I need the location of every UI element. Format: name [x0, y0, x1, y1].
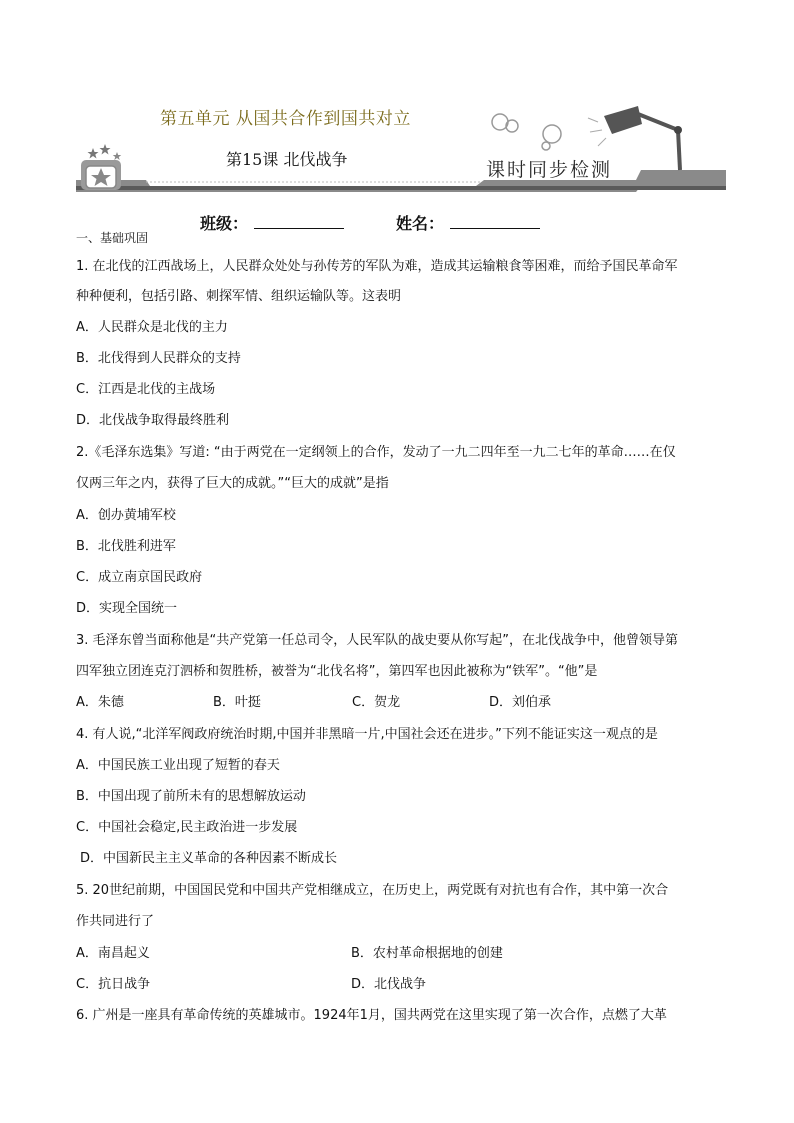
- question-stem: 6. 广州是一座具有革命传统的英雄城市。1924年1月，国共两党在这里实现了第一次合作，点燃了大革: [76, 1008, 667, 1023]
- option-d[interactable]: D．中国新民主主义革命的各种因素不断成长: [80, 851, 338, 866]
- option-b[interactable]: B．中国出现了前所未有的思想解放运动: [76, 789, 306, 804]
- option-row: [76, 946, 716, 962]
- banner-tag: 课时同步检测: [486, 159, 613, 181]
- section-title: 一、基础巩固: [76, 231, 149, 245]
- star-badge-icon: [81, 144, 121, 190]
- question-stem: 1. 在北伐的江西战场上，人民群众处处与孙传芳的军队为难，造成其运输粮食等困难，而给予国民革命军: [76, 259, 678, 274]
- option-a[interactable]: A．中国民族工业出现了短暂的春天: [76, 758, 280, 773]
- option-c[interactable]: C．中国社会稳定,民主政治进一步发展: [76, 820, 298, 835]
- lesson-title: 第15课 北伐战争: [226, 150, 348, 169]
- question-stem: 2.《毛泽东选集》写道: “由于两党在一定纲领上的合作，发动了一九二四年至一九二七年的革命……在仅: [76, 445, 676, 460]
- question-stem: 仅两三年之内，获得了巨大的成就。”“巨大的成就”是指: [76, 476, 389, 491]
- option-d[interactable]: D．北伐战争: [351, 977, 427, 992]
- question-stem: 四军独立团连克汀泗桥和贺胜桥，被誉为“北伐名将”，第四军也因此被称为“铁军”。“他”是: [76, 664, 598, 679]
- option-c[interactable]: C．成立南京国民政府: [76, 570, 203, 585]
- name-blank[interactable]: [450, 214, 540, 229]
- question-stem: 4. 有人说,“北洋军阀政府统治时期,中国并非黑暗一片,中国社会还在进步。”下列不能证实这一观点的是: [76, 727, 658, 742]
- option-row: [76, 977, 716, 993]
- option-a[interactable]: A．创办黄埔军校: [76, 508, 176, 523]
- question-stem: 5. 20世纪前期，中国国民党和中国共产党相继成立，在历史上，两党既有对抗也有合作，其中第一次合: [76, 883, 669, 898]
- option-c[interactable]: C．江西是北伐的主战场: [76, 382, 216, 397]
- question-stem: 作共同进行了: [76, 914, 155, 929]
- option-b[interactable]: B．叶挺: [213, 695, 261, 710]
- question-stem: 种种便利，包括引路、刺探军情、组织运输队等。这表明: [76, 289, 402, 304]
- option-b[interactable]: B．北伐胜利进军: [76, 539, 176, 554]
- class-label: 班级：: [200, 214, 249, 233]
- question-stem: 3. 毛泽东曾当面称他是“共产党第一任总司令，人民军队的战史要从你写起”，在北伐战争中，他曾领导第: [76, 633, 679, 648]
- option-a[interactable]: A．人民群众是北伐的主力: [76, 320, 228, 335]
- option-d[interactable]: D．实现全国统一: [76, 601, 178, 616]
- unit-title: 第五单元 从国共合作到国共对立: [160, 109, 411, 129]
- name-label: 姓名：: [396, 214, 445, 233]
- option-d[interactable]: D．北伐战争取得最终胜利: [76, 413, 230, 428]
- class-blank[interactable]: [254, 214, 344, 229]
- class-field: [200, 211, 344, 234]
- name-field: [396, 211, 540, 234]
- bubbles-icon: [492, 114, 561, 150]
- option-b[interactable]: B．北伐得到人民群众的支持: [76, 351, 241, 366]
- option-a[interactable]: A．朱德: [76, 695, 124, 710]
- option-d[interactable]: D．刘伯承: [489, 695, 552, 710]
- option-a[interactable]: A．南昌起义: [76, 946, 150, 961]
- option-c[interactable]: C．贺龙: [352, 695, 401, 710]
- option-c[interactable]: C．抗日战争: [76, 977, 151, 992]
- option-row: [76, 695, 716, 711]
- option-b[interactable]: B．农村革命根据地的创建: [351, 946, 503, 961]
